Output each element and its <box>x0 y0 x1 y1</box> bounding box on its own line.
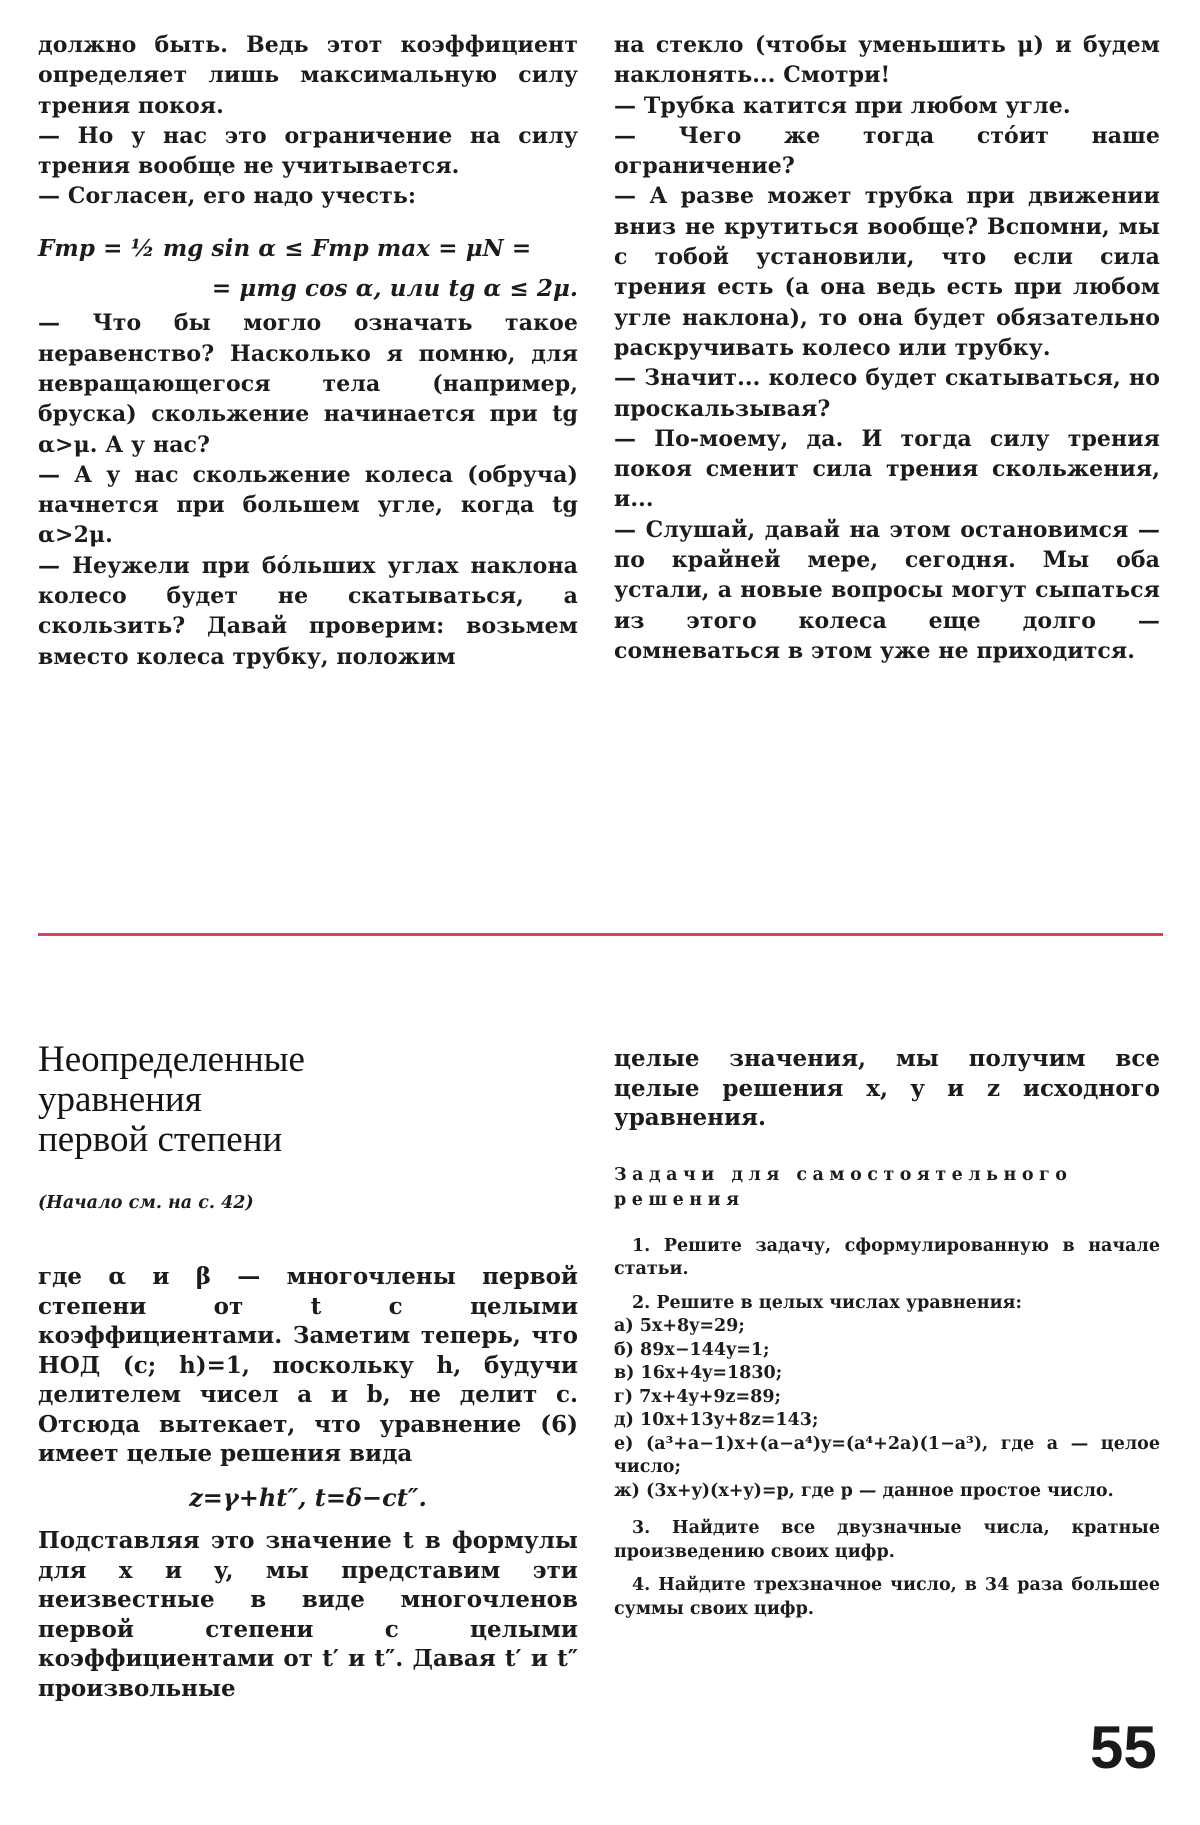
title-line: Неопределенные <box>38 1039 305 1080</box>
upper-right-column <box>614 30 1160 666</box>
paragraph: — Слушай, давай на этом остановимся — по крайней мере, сегодня. Мы оба устали, а новые вопросы могут сыпаться из этого колеса еще долго — сомневаться в этом уже не приходится. <box>614 516 1160 664</box>
paragraph: — По-моему, да. И тогда силу трения покоя сменит сила трения скольжения, и... <box>614 425 1160 513</box>
tasks-heading: Задачи для самостоятельного решения <box>614 1164 1073 1210</box>
article-title <box>38 1040 598 1160</box>
title-line: уравнения <box>38 1079 202 1120</box>
paragraph: должно быть. Ведь этот коэффициент определяет лишь максимальную силу трения покоя. <box>38 32 578 119</box>
section-divider <box>38 933 1163 936</box>
formula-line-1: Fтр = ½ mg sin α ≤ Fтр max = μN = <box>38 234 532 262</box>
task-subitem: а) 5x+8y=29; <box>614 1316 745 1336</box>
paragraph: Подставляя это значение t в формулы для x и y, мы представим эти неизвестные в виде многочленов первой степени с целыми коэффициентами от t′ и t″. Давая t′ и t″ произвольные <box>38 1527 578 1702</box>
paragraph: где α и β — многочлены первой степени от t с целыми коэффициентами. Заметим теперь, что НОД (c; h)=1, поскольку h, будучи делителем чисел a и b, не делит c. Отсюда вытекает, что уравнение (6) имеет целые решения вида <box>38 1263 578 1467</box>
tasks-section <box>614 1163 1160 1622</box>
task-subitem: д) 10x+13y+8z=143; <box>614 1410 819 1430</box>
task-subitem: е) (a³+a−1)x+(a−a⁴)y=(a⁴+2a)(1−a³), где a — целое число; <box>614 1433 1160 1477</box>
paragraph: — Согласен, его надо учесть: <box>38 183 417 210</box>
page-number: 55 <box>1090 1714 1157 1781</box>
task-subitem: ж) (3x+y)(x+y)=p, где p — данное простое число. <box>614 1480 1114 1501</box>
task-item: 2. Решите в целых числах уравнения: <box>632 1292 1022 1313</box>
paragraph: — А разве может трубка при движении вниз не крутиться вообще? Вспомни, мы с тобой установили, что если сила трения есть (а она ведь есть при любом угле наклона), то она будет обязательно раскручивать колесо или трубку. <box>614 183 1160 361</box>
continuation-note: (Начало см. на с. 42) <box>38 1193 254 1213</box>
paragraph: — Чего же тогда стóит наше ограничение? <box>614 122 1160 180</box>
paragraph: — Трубка катится при любом угле. <box>614 92 1071 119</box>
lower-left-column <box>38 1262 578 1703</box>
task-subitem: г) 7x+4y+9z=89; <box>614 1386 781 1407</box>
task-subitem: в) 16x+4y=1830; <box>614 1363 783 1383</box>
paragraph: — Значит... колесо будет скатываться, но проскальзывая? <box>614 365 1160 422</box>
task-item: 1. Решите задачу, сформулированную в начале статьи. <box>614 1235 1160 1279</box>
paragraph: — А у нас скольжение колеса (обруча) начнется при большем угле, когда tg α>2μ. <box>38 461 578 549</box>
formula-line-2: = μmg cos α, или tg α ≤ 2μ. <box>211 275 578 303</box>
lower-right-column <box>614 1044 1160 1621</box>
paragraph: — Что бы могло означать такое неравенство? Насколько я помню, для невращающегося тела (например, бруска) скольжение начинается при tg α>μ. А у нас? <box>38 310 578 458</box>
task-item: 3. Найдите все двузначные числа, кратные произведению своих цифр. <box>614 1518 1160 1562</box>
paragraph: целые значения, мы получим все целые решения x, y и z исходного уравнения. <box>614 1045 1160 1131</box>
paragraph: — Неужели при бóльших углах наклона колесо будет не скатываться, а скользить? Давай проверим: возьмем вместо колеса трубку, положим <box>38 552 578 670</box>
paragraph: — Но у нас это ограничение на силу трения вообще не учитывается. <box>38 122 578 180</box>
task-subitem: б) 89x−144y=1; <box>614 1339 770 1360</box>
paragraph: на стекло (чтобы уменьшить μ) и будем наклонять... Смотри! <box>614 32 1160 89</box>
upper-left-column <box>38 30 578 672</box>
task-item: 4. Найдите трехзначное число, в 34 раза большее суммы своих цифр. <box>614 1575 1160 1619</box>
formula: z=γ+ht″, t=δ−ct″. <box>189 1482 427 1512</box>
title-line: первой степени <box>38 1119 283 1160</box>
